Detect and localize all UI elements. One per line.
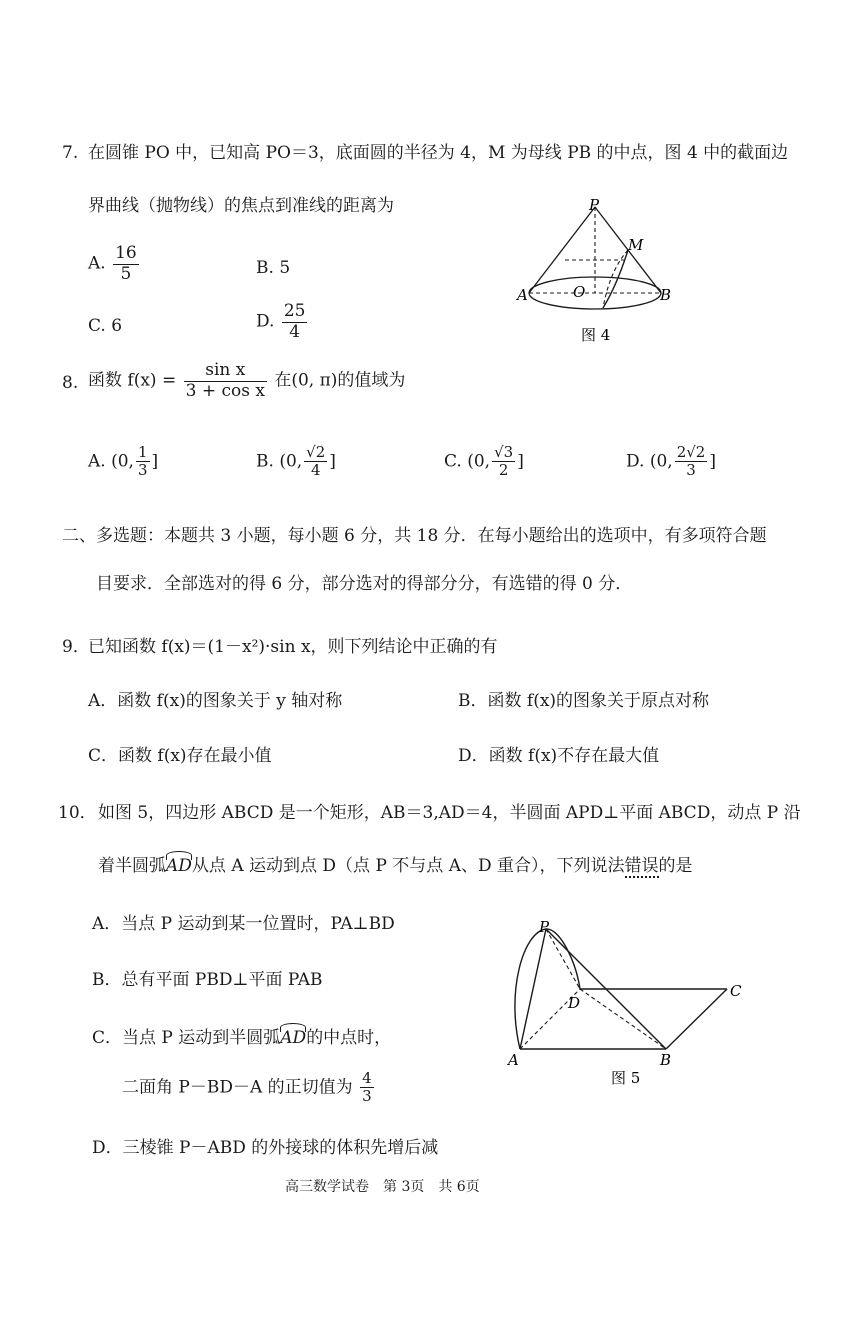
q10-option-c2-num: 4 xyxy=(362,1069,372,1087)
q7-option-b xyxy=(256,258,290,278)
fig5-label-c: C xyxy=(730,982,742,1000)
q8-stem-prefix: 函数 f(x) = xyxy=(88,370,177,391)
q8-option-b-pre: (0, xyxy=(279,451,303,472)
q8-option-b-post: ] xyxy=(329,451,336,472)
q10-option-c2 xyxy=(122,1070,376,1106)
q10-stem-line1: 如图 5，四边形 ABCD 是一个矩形，AB＝3,AD＝4，半圆面 APD⊥平面 ABCD，动点 P 沿 xyxy=(98,803,801,823)
q8-option-c-den: 2 xyxy=(498,461,509,480)
fig4-label-m: M xyxy=(628,236,644,254)
fig5-label-b: B xyxy=(660,1051,672,1069)
q10-line2-emph: 错误 xyxy=(624,856,659,876)
q8-option-b-label: B. xyxy=(256,451,274,472)
q9-option-c: C．函数 f(x)存在最小值 xyxy=(88,746,272,766)
q10-number: 10． xyxy=(58,803,97,823)
q8-option-b-den: 4 xyxy=(310,461,321,480)
q10-option-a: A．当点 P 运动到某一位置时，PA⊥BD xyxy=(92,914,395,934)
q10-line2-mid: 从点 A 运动到点 D（点 P 不与点 A、D 重合），下列说法 xyxy=(191,856,625,876)
q7-option-c-label: C. xyxy=(88,316,106,336)
q8-number: 8. xyxy=(62,373,79,393)
fig5-label-a: A xyxy=(508,1051,519,1069)
q10-option-c2-pre: 二面角 P－BD－A 的正切值为 xyxy=(122,1077,353,1098)
q8-option-b xyxy=(256,444,336,480)
page-footer: 高三数学试卷 第 3页 共 6页 xyxy=(285,1179,480,1195)
q7-option-d-den: 4 xyxy=(289,321,301,342)
q10-line2-post: 的是 xyxy=(658,856,693,876)
q7-option-a-label: A. xyxy=(88,253,106,274)
q10-line2-pre: 着半圆弧 xyxy=(98,856,166,876)
fig4-label-a: A xyxy=(517,286,528,304)
q8-option-b-num: √2 xyxy=(306,443,326,461)
q8-option-a-den: 3 xyxy=(137,461,148,480)
q10-option-c-pre: C．当点 P 运动到半圆弧 xyxy=(92,1028,281,1048)
q9-stem: 已知函数 f(x)＝(1－x²)·sin x，则下列结论中正确的有 xyxy=(88,637,498,657)
q8-option-a-num: 1 xyxy=(137,443,148,461)
q7-option-a-num: 16 xyxy=(115,243,137,263)
q8-option-c-post: ] xyxy=(517,451,524,472)
q8-option-c-num: √3 xyxy=(494,443,514,461)
q10-option-d: D．三棱锥 P－ABD 的外接球的体积先增后减 xyxy=(92,1138,439,1158)
q8-option-a xyxy=(88,444,158,480)
q8-option-a-post: ] xyxy=(151,451,159,472)
fig5-label-d: D xyxy=(568,994,581,1012)
fig5-label-p: P xyxy=(539,918,550,936)
q10-option-b: B．总有平面 PBD⊥平面 PAB xyxy=(92,970,323,990)
q8-option-d-post: ] xyxy=(709,451,716,472)
q10-option-c-arc xyxy=(280,1030,306,1047)
q8-option-c xyxy=(444,444,524,480)
section2-line1: 二、多选题：本题共 3 小题，每小题 6 分，共 18 分．在每小题给出的选项中，有多项符合题 xyxy=(62,526,767,546)
q10-option-c xyxy=(92,1030,391,1047)
figure-5-rectangle-semicircle xyxy=(498,912,763,1092)
q8-stem-num: sin x xyxy=(184,361,267,382)
q9-option-b: B．函数 f(x)的图象关于原点对称 xyxy=(458,691,710,711)
q10-option-c2-den: 3 xyxy=(362,1087,372,1106)
q8-stem-suffix: 在(0, π)的值域为 xyxy=(274,370,406,391)
q10-stem-line2 xyxy=(98,858,693,875)
q7-option-b-label: B. xyxy=(256,258,274,278)
q8-option-c-label: C. xyxy=(444,451,462,472)
q9-number: 9． xyxy=(62,637,90,657)
q7-option-d xyxy=(256,302,309,342)
fig4-label-o: O xyxy=(573,283,586,301)
q7-stem-line2: 界曲线（抛物线）的焦点到准线的距离为 xyxy=(88,196,394,216)
fig4-label-b: B xyxy=(660,286,672,304)
q9-option-d: D．函数 f(x)不存在最大值 xyxy=(458,746,660,766)
q8-option-a-pre: (0, xyxy=(111,451,134,472)
q10-option-c-post: 的中点时， xyxy=(306,1028,392,1048)
q8-option-c-pre: (0, xyxy=(467,451,491,472)
fig4-label-p: P xyxy=(589,196,600,214)
q8-option-d-pre: (0, xyxy=(649,451,673,472)
section2-line2: 目要求．全部选对的得 6 分，部分选对的得部分分，有选错的得 0 分． xyxy=(96,574,633,594)
q7-option-d-label: D. xyxy=(256,311,275,332)
q10-line2-arc-text: AD xyxy=(166,856,192,876)
q7-option-a-den: 5 xyxy=(120,263,132,284)
q8-option-d-label: D. xyxy=(626,451,645,472)
q10-line2-arc xyxy=(166,858,192,875)
q7-option-c-value: 6 xyxy=(111,316,123,336)
q8-option-d xyxy=(626,444,716,480)
q7-option-c xyxy=(88,316,122,336)
figure-4-cone xyxy=(505,190,685,350)
q9-option-a: A．函数 f(x)的图象关于 y 轴对称 xyxy=(88,691,343,711)
q8-stem xyxy=(88,361,405,401)
q8-option-a-label: A. xyxy=(88,451,106,472)
q7-option-a xyxy=(88,244,141,284)
q8-option-d-num: 2√2 xyxy=(676,443,706,461)
q7-number: 7. xyxy=(62,143,79,163)
q7-stem-line1: 在圆锥 PO 中，已知高 PO＝3，底面圆的半径为 4，M 为母线 PB 的中点，图 4 中的截面边 xyxy=(88,143,789,163)
q10-option-c-arc-text: AD xyxy=(280,1028,307,1048)
fig4-caption: 图 4 xyxy=(581,326,611,344)
fig5-caption: 图 5 xyxy=(611,1069,641,1087)
q7-option-b-value: 5 xyxy=(279,258,291,278)
q7-option-d-num: 25 xyxy=(283,301,306,321)
q8-stem-den: 3 + cos x xyxy=(185,380,265,401)
q8-option-d-den: 3 xyxy=(686,461,696,480)
